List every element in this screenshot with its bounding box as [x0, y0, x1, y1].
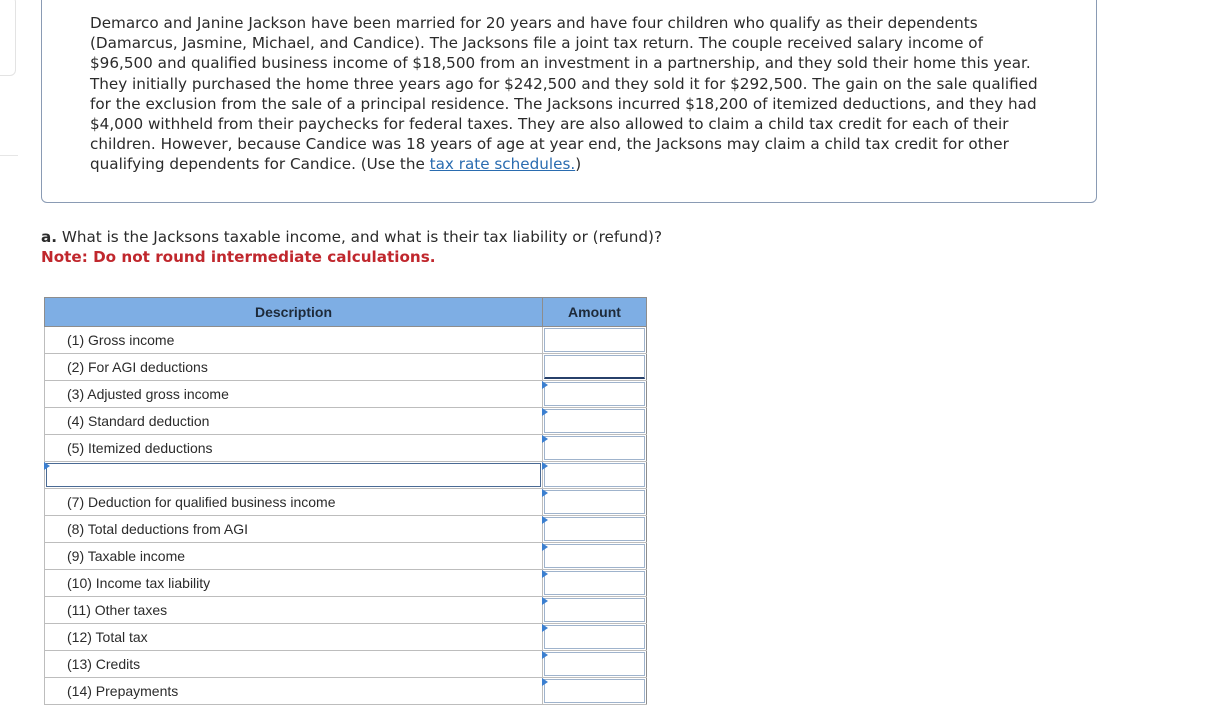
- row-label: (9) Taxable income: [67, 548, 186, 564]
- input-marker-icon: [542, 651, 548, 659]
- amount-input[interactable]: [544, 571, 645, 595]
- table-row: [45, 651, 647, 678]
- row-description-cell: [45, 381, 543, 408]
- input-marker-icon: [542, 516, 548, 524]
- input-marker-icon: [542, 462, 548, 470]
- amount-input[interactable]: [544, 409, 645, 433]
- amount-input[interactable]: [544, 544, 645, 568]
- row-amount-cell[interactable]: [543, 435, 647, 462]
- row-description-cell: [45, 516, 543, 543]
- table-row: [45, 543, 647, 570]
- row-description-cell: [45, 354, 543, 381]
- table-row: [45, 408, 647, 435]
- row-amount-cell[interactable]: [543, 327, 647, 354]
- row-description-cell: [45, 327, 543, 354]
- row-amount-cell[interactable]: [543, 624, 647, 651]
- table-row: [45, 624, 647, 651]
- row-description-cell: [45, 408, 543, 435]
- input-marker-icon: [542, 678, 548, 686]
- left-edge-divider: [0, 155, 18, 156]
- table-row: [45, 489, 647, 516]
- input-marker-icon: [542, 408, 548, 416]
- problem-text-close: ): [575, 155, 582, 174]
- table-header-row: [45, 298, 647, 327]
- amount-input[interactable]: [544, 328, 645, 352]
- row-amount-cell[interactable]: [543, 516, 647, 543]
- amount-input[interactable]: [544, 652, 645, 676]
- row-description-cell: [45, 435, 543, 462]
- row-amount-cell[interactable]: [543, 597, 647, 624]
- amount-input[interactable]: [544, 463, 645, 487]
- row-description-cell: [45, 570, 543, 597]
- description-header: Description: [45, 298, 543, 327]
- row-description-cell: [45, 678, 543, 705]
- description-dropdown[interactable]: [46, 463, 541, 487]
- amount-input[interactable]: [544, 598, 645, 622]
- row-amount-cell[interactable]: [543, 543, 647, 570]
- question-text: What is the Jacksons taxable income, and what is their tax liability or (refund)?: [57, 228, 663, 246]
- table-row: [45, 462, 647, 489]
- row-label: (14) Prepayments: [67, 683, 179, 699]
- input-marker-icon: [542, 435, 548, 443]
- row-label: (2) For AGI deductions: [67, 359, 208, 375]
- table-row: [45, 597, 647, 624]
- row-amount-cell[interactable]: [543, 651, 647, 678]
- table-row: [45, 678, 647, 705]
- table-row: [45, 381, 647, 408]
- input-marker-icon: [542, 597, 548, 605]
- row-label: (11) Other taxes: [67, 602, 168, 618]
- row-label: (12) Total tax: [67, 629, 148, 645]
- table-row: [45, 435, 647, 462]
- amount-input[interactable]: [544, 625, 645, 649]
- row-label: (4) Standard deduction: [67, 413, 210, 429]
- row-label: (10) Income tax liability: [67, 575, 211, 591]
- amount-input[interactable]: [544, 679, 645, 703]
- row-label: (5) Itemized deductions: [67, 440, 213, 456]
- question-letter: a.: [41, 228, 58, 246]
- row-description-cell: [45, 651, 543, 678]
- amount-input[interactable]: [544, 517, 645, 541]
- input-marker-icon: [542, 381, 548, 389]
- amount-input[interactable]: [544, 382, 645, 406]
- input-marker-icon: [542, 543, 548, 551]
- row-label: (13) Credits: [67, 656, 141, 672]
- row-description-cell: [45, 489, 543, 516]
- row-amount-cell[interactable]: [543, 381, 647, 408]
- input-marker-icon: [44, 462, 50, 470]
- row-label: (1) Gross income: [67, 332, 175, 348]
- problem-text-body: Demarco and Janine Jackson have been married for 20 years and have four children who qualify as their dependents (Damarcus, Jasmine, Michael, and Candice). The Jacksons file a joint tax return. The couple received salary income of $96,500 and qualified business income of $18,500 from an investment in a partnership, and they sold their home this year. They initially purchased the home three years ago for $242,500 and they sold it for $292,500. The gain on the sale qualified for the exclusion from the sale of a principal residence. The Jacksons incurred $18,200 of itemized deductions, and they had $4,000 withheld from their paychecks for federal taxes. They are also allowed to claim a child tax credit for each of their children. However, because Candice was 18 years of age at year end, the Jacksons may claim a child tax credit for other qualifying dependents for Candice. (Use the: [90, 14, 1038, 174]
- left-edge-frame: [0, 0, 16, 76]
- row-label: (7) Deduction for qualified business income: [67, 494, 336, 510]
- row-amount-cell[interactable]: [543, 354, 647, 381]
- input-marker-icon: [542, 570, 548, 578]
- tax-computation-table: [44, 297, 647, 705]
- row-amount-cell[interactable]: [543, 570, 647, 597]
- amount-input[interactable]: [544, 355, 645, 379]
- amount-input[interactable]: [544, 436, 645, 460]
- problem-statement: [90, 13, 1050, 175]
- table-row: [45, 354, 647, 381]
- question-a: [41, 228, 662, 246]
- row-label: (3) Adjusted gross income: [67, 386, 229, 402]
- row-description-cell: [45, 543, 543, 570]
- row-amount-cell[interactable]: [543, 678, 647, 705]
- table-row: [45, 516, 647, 543]
- table-row: [45, 327, 647, 354]
- row-amount-cell[interactable]: [543, 489, 647, 516]
- row-amount-cell[interactable]: [543, 408, 647, 435]
- row-amount-cell[interactable]: [543, 462, 647, 489]
- table-row: [45, 570, 647, 597]
- amount-header: Amount: [543, 298, 647, 327]
- tax-rate-schedules-link[interactable]: tax rate schedules.: [429, 155, 576, 174]
- amount-input[interactable]: [544, 490, 645, 514]
- input-marker-icon: [542, 624, 548, 632]
- row-label: (8) Total deductions from AGI: [67, 521, 249, 537]
- input-marker-icon: [542, 489, 548, 497]
- row-description-cell[interactable]: [45, 462, 543, 489]
- rounding-note: Note: Do not round intermediate calculations.: [41, 248, 436, 266]
- row-description-cell: [45, 597, 543, 624]
- row-description-cell: [45, 624, 543, 651]
